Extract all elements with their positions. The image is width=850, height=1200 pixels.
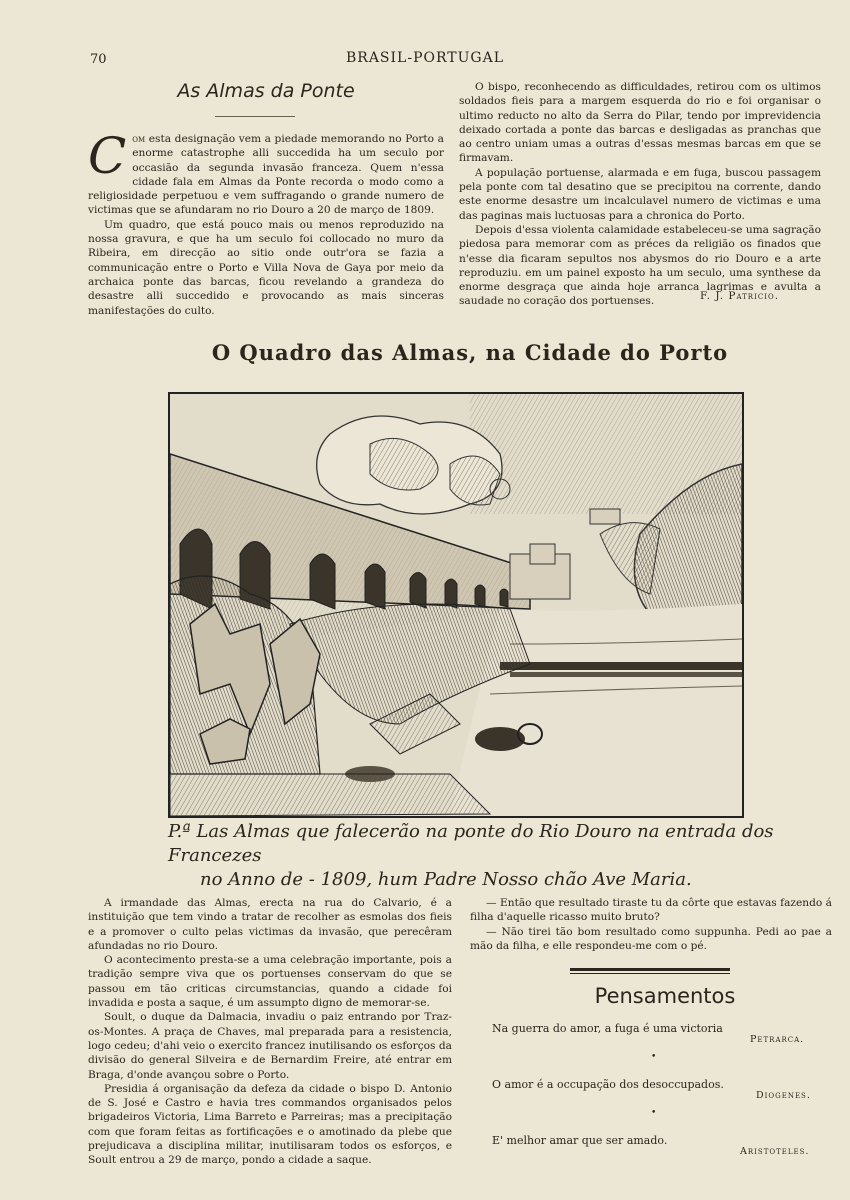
article-paragraph: Soult, o duque da Dalmacia, invadiu o paiz entrando por Traz-os-Montes. A praça de Chaves, mal preparada para a resistencia, logo cedeu; d'ahi veio o exercito francez inutilisando os esforços da divisão do general Silveira e de Bernardim Freire, até entrar em Braga, d'onde avançou sobre o Porto. [88, 1011, 452, 1081]
author-signature: F. J. Patricio. [700, 290, 780, 302]
engraving-illustration [168, 392, 744, 818]
article-paragraph: Um quadro, que está pouco mais ou menos reproduzido na nossa gravura, e que ha um seculo foi collocado no muro da Ribeira, em direcção ao sitio onde outr'ora se fazia a communicação entre o Porto e Villa Nova de Gaya por meio da archaica ponte das barcas, ficou revelando a grandeza do desastre alli succedido e provocando as mais sinceras manifestações do culto. [88, 218, 444, 317]
article-column-left [88, 127, 444, 318]
article-paragraph: A população portuense, alarmada e em fuga, buscou passagem pela ponte com tal desatino que se precipitou na corrente, dando este enorme desastre um incalculavel numero de victimas e uma das paginas mais luctuosas para a chronica do Porto. [459, 166, 821, 222]
caption-line-1: P.ª Las Almas que falecerão na ponte do Rio Douro na entrada dos Francezes [168, 821, 774, 866]
anecdote-answer: — Não tirei tão bom resultado como suppunha. Pedi ao pae a mão da filha, e elle respondeu-me com o pé. [470, 925, 832, 952]
article-paragraph: A irmandade das Almas, erecta na rua do Calvario, é a instituição que tem vindo a tratar de recolher as esmolas dos fieis e a promover o culto pelas victimas da invasão, que perecêram afundadas no rio Douro. [88, 897, 452, 952]
page-number: 70 [90, 52, 107, 67]
quote-text: Na guerra do amor, a fuga é uma victoria [492, 1022, 723, 1035]
pensamentos-title: Pensamentos [594, 984, 736, 1008]
section-title: O Quadro das Almas, na Cidade do Porto [211, 340, 729, 365]
article-paragraph: Depois d'essa violenta calamidade estabeleceu-se uma sagração piedosa para memorar com as préces da religião os finados que n'esse dia ficaram sepultos nos abysmos do rio Douro e a arte reproduziu. em um painel exposto ha um seculo, uma synthese da enorme desgraça que ainda hoje arranca lagrimas e avulta a saudade no coração dos portuenses. [459, 223, 821, 308]
quote-author: Diogenes. [756, 1090, 811, 1101]
quote-text: O amor é a occupação dos desoccupados. [492, 1078, 724, 1091]
article-paragraph: O acontecimento presta-se a uma celebração importante, pois a tradição sempre viva que os portuenses conservam do que se passou em tão criticas circumstancias, quando a cidade foi invadida e posta a saque, é um assumpto digno de memorar-se. [88, 954, 452, 1010]
anecdote-question: — Então que resultado tiraste tu da côrte que estavas fazendo á filha d'aquelle ricasso muito bruto? [470, 897, 832, 924]
quote-separator: • [651, 1108, 657, 1118]
journal-title: BRASIL-PORTUGAL [345, 50, 504, 66]
article-column-right [459, 80, 821, 309]
paragraph-text: esta designação vem a piedade memorando no Porto a enorme catastrophe alli succedida ha um seculo por occasião da segunda invasão franceza. Quem n'essa cidade fala em Almas da Ponte recorda o modo como a religiosidade perpetuou e vem suffragando o grande numero de victimas que se afundaram no rio Douro a 20 de março de 1809. [88, 133, 444, 217]
title-rule [215, 116, 295, 117]
anecdote-column [470, 896, 832, 953]
engraving-caption [168, 820, 788, 892]
article2-column [88, 896, 452, 1168]
article-title: As Almas da Ponte [177, 80, 355, 102]
quote-author: Petrarca. [750, 1034, 805, 1045]
section-rule-thin [570, 973, 730, 974]
engraving-drawing [170, 394, 742, 816]
drop-cap: C [88, 127, 127, 185]
article-paragraph: Presidia á organisação da defeza da cidade o bispo D. Antonio de S. José e Castro e havia tres commandos organisados pelos brigadeiros Victoria, Lima Barreto e Parreiras; mas a precipitação com que foram feitas as fortificações e o amotinado da plebe que prejudicava a disciplina militar, inutilisaram todos os esforços, e Soult entrou a 29 de março, pondo a cidade a saque. [88, 1082, 452, 1167]
article-paragraph: O bispo, reconhecendo as difficuldades, retirou com os ultimos soldados fieis para a margem esquerda do rio e foi organisar o ultimo reducto no alto da Serra do Pilar, tendo por imprevidencia deixado cortada a ponte das barcas e desligadas as pranchas que ao centro uniam umas a outras d'essas mesmas barcas em que se firmavam. [459, 81, 821, 165]
article-paragraph [88, 127, 444, 218]
quote-author: Aristoteles. [740, 1146, 810, 1157]
section-rule [570, 968, 730, 971]
quote-text: E' melhor amar que ser amado. [492, 1134, 668, 1147]
first-word-rest: om [132, 133, 146, 145]
quote-separator: • [651, 1052, 657, 1062]
caption-line-2: no Anno de - 1809, hum Padre Nosso chão Ave Maria. [200, 869, 692, 890]
